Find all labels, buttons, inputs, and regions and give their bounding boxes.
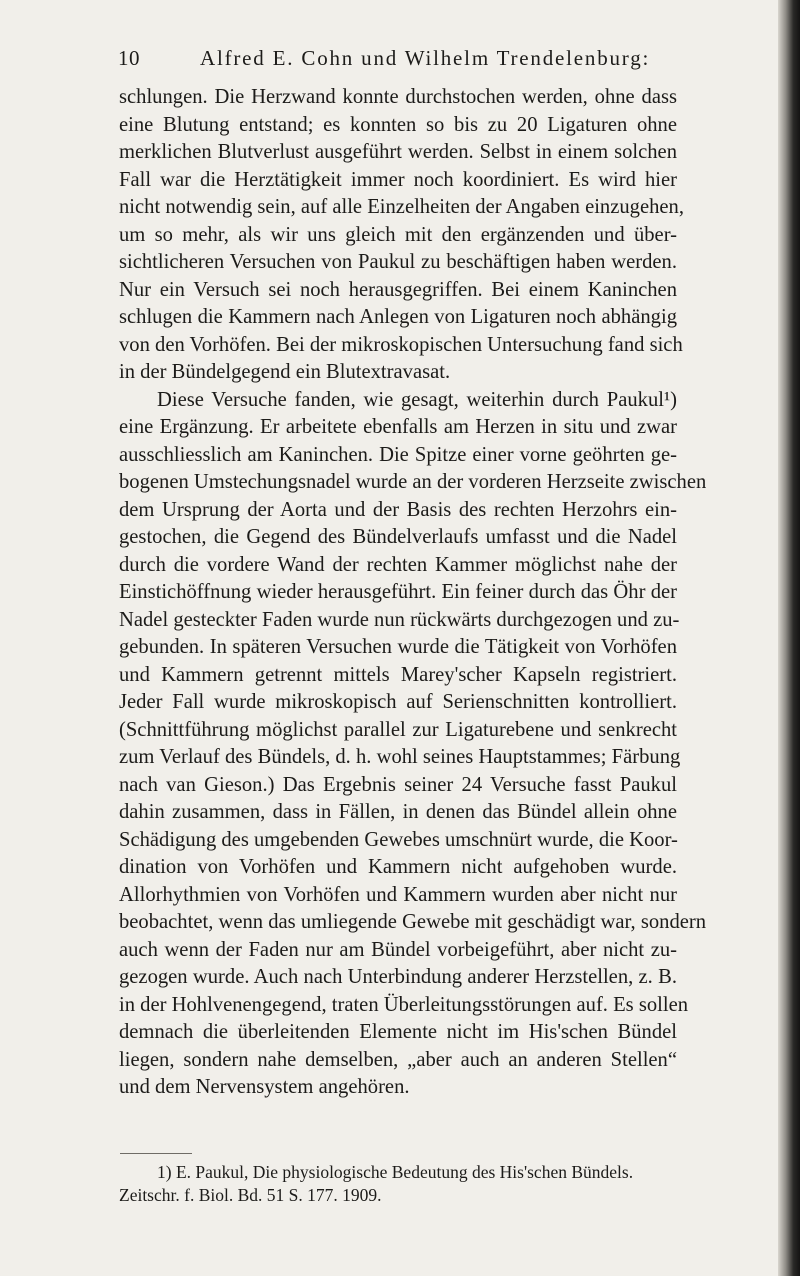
text-line: liegen, sondern nahe demselben, „aber auch an anderen Stellen“ <box>119 1048 677 1071</box>
text-line: schlugen die Kammern nach Anlegen von Ligaturen noch abhängig <box>119 306 677 328</box>
text-line: sichtlicheren Versuchen von Paukul zu beschäftigen haben werden. <box>119 251 677 273</box>
footnote-divider <box>120 1153 192 1154</box>
text-line: eine Ergänzung. Er arbeitete ebenfalls am Herzen in situ und zwar <box>119 416 677 438</box>
text-line: demnach die überleitenden Elemente nicht im His'schen Bündel <box>119 1021 677 1043</box>
text-line: eine Blutung entstand; es konnten so bis zu 20 Ligaturen ohne <box>119 113 677 136</box>
text-line: zum Verlauf des Bündels, d. h. wohl seines Hauptstammes; Färbung <box>119 746 681 768</box>
text-line: in der Bündelgegend ein Blutextravasat. <box>119 361 451 383</box>
footnotes <box>119 1161 677 1207</box>
footnote-line: 1) E. Paukul, Die physiologische Bedeutung des His'schen Bündels. <box>157 1162 634 1182</box>
text-line: dahin zusammen, dass in Fällen, in denen das Bündel allein ohne <box>119 801 677 823</box>
text-line: Jeder Fall wurde mikroskopisch auf Serienschnitten kontrolliert. <box>119 691 677 713</box>
text-line: bogenen Umstechungsnadel wurde an der vorderen Herzseite zwischen <box>119 471 707 493</box>
text-line: auch wenn der Faden nur am Bündel vorbeigeführt, aber nicht zu- <box>119 938 677 961</box>
text-line: Nur ein Versuch sei noch herausgegriffen. Bei einem Kaninchen <box>119 278 677 301</box>
page-edge-shadow <box>778 0 800 1276</box>
main-text <box>119 84 707 1102</box>
text-line: gebunden. In späteren Versuchen wurde die Tätigkeit von Vorhöfen <box>119 636 677 658</box>
text-line: merklichen Blutverlust ausgeführt werden. Selbst in einem solchen <box>119 141 677 163</box>
text-line: Schädigung des umgebenden Gewebes umschnürt wurde, die Koor- <box>119 828 678 851</box>
text-line: Allorhythmien von Vorhöfen und Kammern wurden aber nicht nur <box>119 883 677 906</box>
running-head: Alfred E. Cohn und Wilhelm Trendelenburg: <box>200 46 651 70</box>
text-line: nicht notwendig sein, auf alle Einzelheiten der Angaben einzugehen, <box>119 196 684 218</box>
text-line: von den Vorhöfen. Bei der mikroskopischen Untersuchung fand sich <box>119 333 683 356</box>
text-line: Nadel gesteckter Faden wurde nun rückwärts durchgezogen und zu- <box>119 608 680 631</box>
text-line: ausschliesslich am Kaninchen. Die Spitze einer vorne geöhrten ge- <box>119 443 677 466</box>
footnote-line: Zeitschr. f. Biol. Bd. 51 S. 177. 1909. <box>119 1185 382 1205</box>
text-line: in der Hohlvenengegend, traten Überleitungsstörungen auf. Es sollen <box>119 993 689 1016</box>
text-line: dination von Vorhöfen und Kammern nicht aufgehoben wurde. <box>119 856 677 878</box>
text-line: um so mehr, als wir uns gleich mit den ergänzenden und über- <box>119 223 677 246</box>
text-line: und dem Nervensystem angehören. <box>119 1076 410 1098</box>
page-number: 10 <box>118 46 140 70</box>
text-line: (Schnittführung möglichst parallel zur Ligaturebene und senkrecht <box>119 718 677 741</box>
text-line: gezogen wurde. Auch nach Unterbindung anderer Herzstellen, z. B. <box>119 966 677 988</box>
text-line: gestochen, die Gegend des Bündelverlaufs umfasst und die Nadel <box>119 526 677 548</box>
text-line: schlungen. Die Herzwand konnte durchstochen werden, ohne dass <box>119 86 677 108</box>
text-line: Diese Versuche fanden, wie gesagt, weiterhin durch Paukul¹) <box>157 388 677 411</box>
page-header <box>118 46 678 76</box>
text-line: Fall war die Herztätigkeit immer noch koordiniert. Es wird hier <box>119 168 677 191</box>
text-line: dem Ursprung der Aorta und der Basis des rechten Herzohrs ein- <box>119 498 677 521</box>
text-line: beobachtet, wenn das umliegende Gewebe mit geschädigt war, sondern <box>119 911 707 933</box>
text-line: und Kammern getrennt mittels Marey'scher Kapseln registriert. <box>119 663 677 686</box>
text-line: Einstichöffnung wieder herausgeführt. Ein feiner durch das Öhr der <box>119 581 677 603</box>
text-line: durch die vordere Wand der rechten Kammer möglichst nahe der <box>119 553 677 576</box>
text-line: nach van Gieson.) Das Ergebnis seiner 24 Versuche fasst Paukul <box>119 773 677 796</box>
